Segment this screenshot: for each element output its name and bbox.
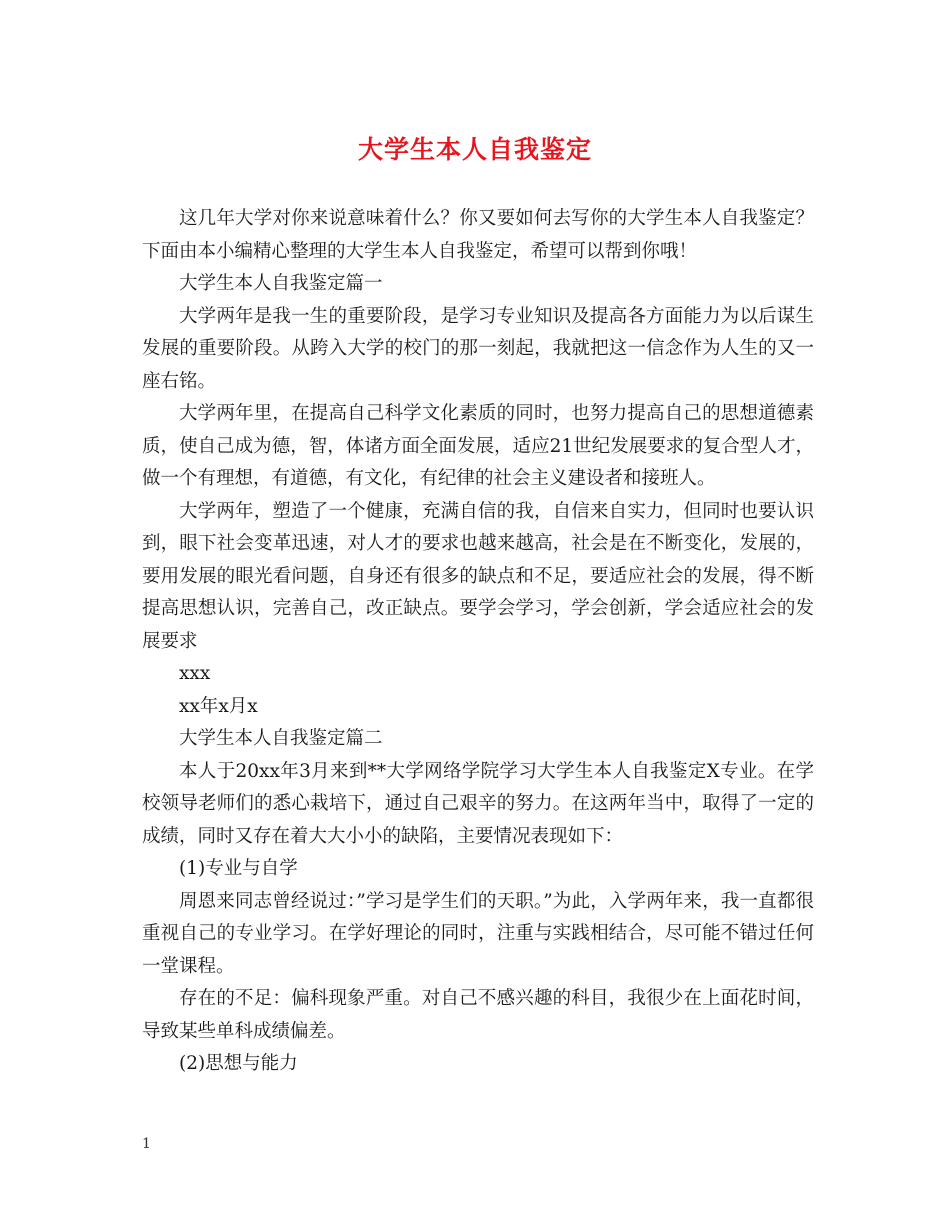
section-heading-1: 大学生本人自我鉴定篇一: [179, 273, 383, 294]
subheading-thought: (2)思想与能力: [179, 1053, 298, 1074]
section-heading-2: 大学生本人自我鉴定篇二: [179, 728, 383, 749]
page-number: 1: [142, 1136, 151, 1152]
paragraph: 大学两年是我一生的重要阶段，是学习专业知识及提高各方面能力为以后谋生发展的重要阶段。从跨入大学的校门的那一刻起，我就把这一信念作为人生的又一座右铭。: [142, 305, 814, 392]
paragraph: 存在的不足：偏科现象严重。对自己不感兴趣的科目，我很少在上面花时间，导致某些单科成绩偏差。: [142, 988, 814, 1042]
paragraph: 大学两年里，在提高自己科学文化素质的同时，也努力提高自己的思想道德素质，使自己成为德，智，体诸方面全面发展，适应21世纪发展要求的复合型人才，做一个有理想，有道德，有文化，有纪律的社会主义建设者和接班人。: [142, 403, 814, 489]
signature-name: xxx: [179, 663, 211, 684]
paragraph: 本人于20xx年3月来到**大学网络学院学习大学生本人自我鉴定X专业。在学校领导老师们的悉心栽培下，通过自己艰辛的努力。在这两年当中，取得了一定的成绩，同时又存在着大大小小的缺陷，主要情况表现如下：: [142, 760, 814, 847]
subheading-study: (1)专业与自学: [179, 858, 298, 879]
document-title: 大学生本人自我鉴定: [357, 135, 592, 164]
paragraph: 周恩来同志曾经说过：”学习是学生们的天职。”为此，入学两年来，我一直都很重视自己的专业学习。在学好理论的同时，注重与实践相结合，尽可能不错过任何一堂课程。: [142, 890, 814, 977]
intro-paragraph: 这几年大学对你来说意味着什么？你又要如何去写你的大学生本人自我鉴定？下面由本小编精心整理的大学生本人自我鉴定，希望可以帮到你哦！: [142, 208, 814, 262]
paragraph: 大学两年，塑造了一个健康，充满自信的我，自信来自实力，但同时也要认识到，眼下社会变革迅速，对人才的要求也越来越高，社会是在不断变化，发展的，要用发展的眼光看问题，自身还有很多的缺点和不足，要适应社会的发展，得不断提高思想认识，完善自己，改正缺点。要学会学习，学会创新，学会适应社会的发展要求: [142, 500, 814, 652]
signature-date: xx年x月x: [179, 695, 258, 717]
document-body: [142, 203, 814, 1081]
